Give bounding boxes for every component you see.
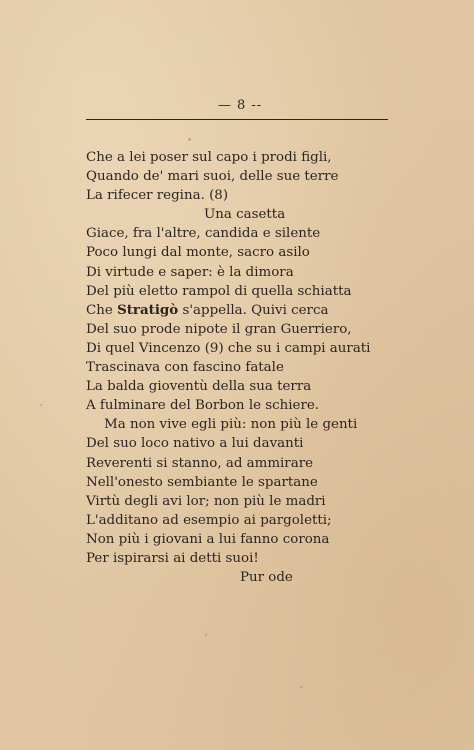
page-number: — 8 -- bbox=[217, 98, 263, 113]
paper-speck bbox=[205, 634, 207, 636]
verse-text: s'appella. Quivi cerca bbox=[178, 302, 329, 318]
verse-line: Del più eletto rampol di quella schiatta bbox=[86, 283, 352, 299]
verse-line: Trascinava con fascino fatale bbox=[86, 360, 284, 376]
verse-text: Che bbox=[86, 302, 118, 318]
verse-line: Quando de' mari suoi, delle sue terre bbox=[86, 169, 339, 185]
verse-line: Giace, fra l'altre, candida e silente bbox=[86, 226, 321, 242]
verse-line: Poco lungi dal monte, sacro asilo bbox=[86, 245, 310, 261]
verse-line: Che a lei poser sul capo i prodi figli, bbox=[86, 150, 332, 165]
paper-speck bbox=[40, 404, 42, 406]
verse-line: Del suo loco nativo a lui davanti bbox=[86, 436, 304, 452]
verse-line: Una casetta bbox=[204, 207, 286, 223]
paper-speck bbox=[188, 138, 191, 141]
poem-text bbox=[86, 148, 396, 587]
header-rule bbox=[86, 119, 388, 120]
verse-line: Ma non vive egli più: non più le genti bbox=[104, 417, 358, 433]
verse-line bbox=[86, 301, 396, 320]
verse-line: L'additano ad esempio ai pargoletti; bbox=[86, 512, 332, 528]
family-name-bold: Stratigò bbox=[117, 301, 179, 318]
verse-line: Reverenti si stanno, ad ammirare bbox=[86, 455, 314, 471]
paper-speck bbox=[300, 686, 302, 688]
verse-line: Per ispirarsi ai detti suoi! bbox=[86, 550, 259, 566]
verse-line: Nell'onesto sembiante le spartane bbox=[86, 474, 318, 490]
verse-line: Del suo prode nipote il gran Guerriero, bbox=[86, 321, 352, 337]
verse-line: Di virtude e saper: è la dimora bbox=[86, 264, 294, 280]
verse-line: Virtù degli avi lor; non più le madri bbox=[86, 493, 326, 509]
verse-line: Non più i giovani a lui fanno corona bbox=[86, 531, 330, 547]
verse-line: Pur ode bbox=[240, 570, 293, 586]
verse-line: La rifecer regina. (8) bbox=[86, 188, 229, 204]
verse-line: Di quel Vincenzo (9) che su i campi aurati bbox=[86, 340, 371, 356]
verse-line: A fulminare del Borbon le schiere. bbox=[86, 398, 320, 414]
verse-line: La balda gioventù della sua terra bbox=[86, 379, 312, 395]
